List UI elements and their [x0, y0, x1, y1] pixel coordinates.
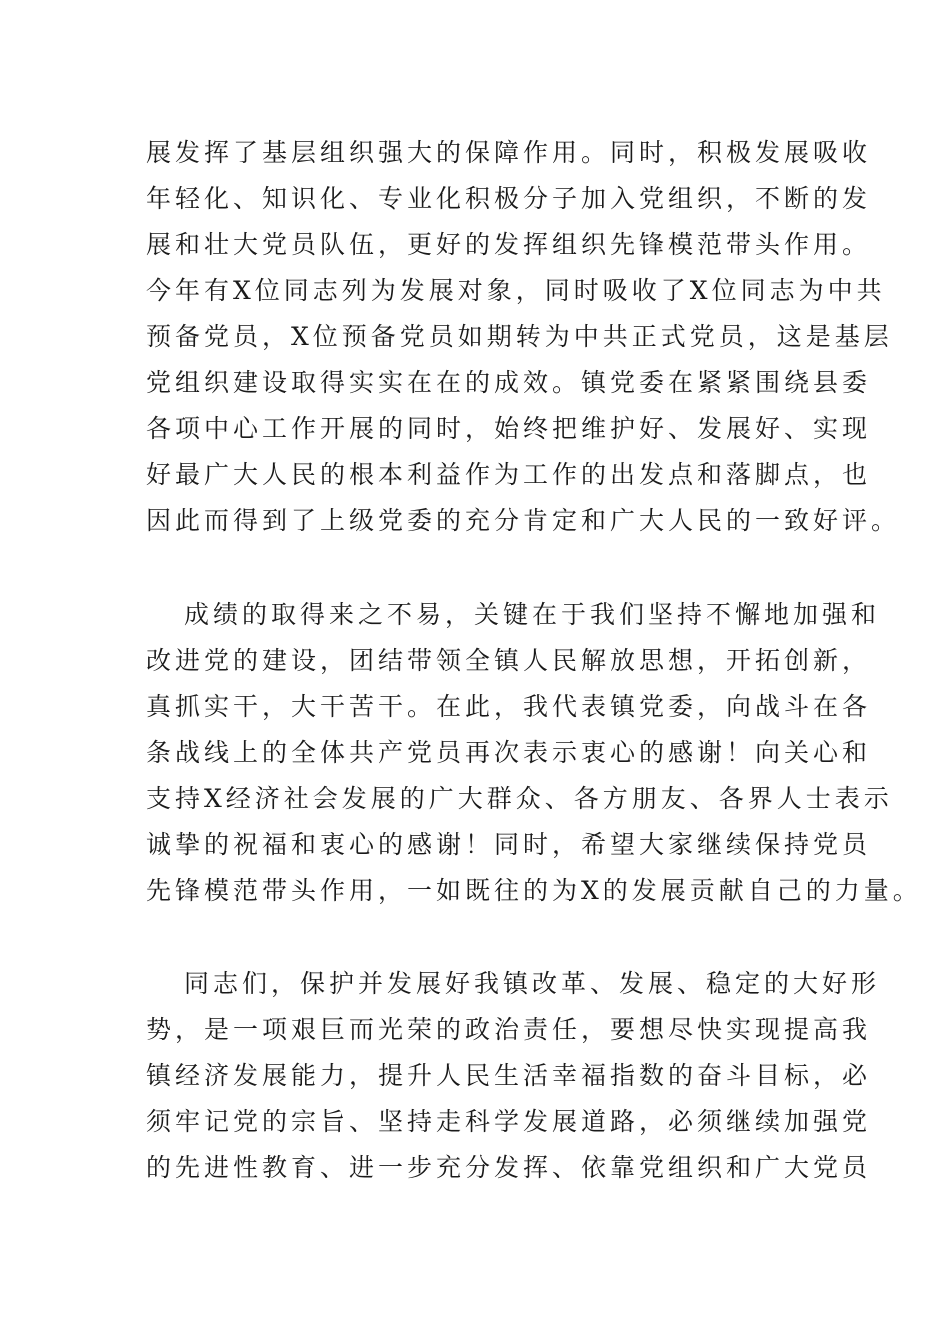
- text-line: 真抓实干，大干苦干。在此，我代表镇党委，向战斗在各: [146, 692, 872, 721]
- text-line: 成绩的取得来之不易，关键在于我们坚持不懈地加强和: [184, 600, 881, 629]
- text-line: 展发挥了基层组织强大的保障作用。同时，积极发展吸收: [146, 138, 872, 167]
- text-line: 势，是一项艰巨而光荣的政治责任，要想尽快实现提高我: [146, 1015, 872, 1044]
- text-line: 各项中心工作开展的同时，始终把维护好、发展好、实现: [146, 414, 872, 443]
- text-line: 同志们，保护并发展好我镇改革、发展、稳定的大好形: [184, 969, 881, 998]
- text-line: 党组织建设取得实实在在的成效。镇党委在紧紧围绕县委: [146, 368, 872, 397]
- text-line: 今年有X位同志列为发展对象，同时吸收了X位同志为中共: [146, 276, 886, 305]
- text-line: 预备党员，X位预备党员如期转为中共正式党员，这是基层: [146, 322, 893, 351]
- text-line: 须牢记党的宗旨、坚持走科学发展道路，必须继续加强党: [146, 1107, 872, 1136]
- text-line: 条战线上的全体共产党员再次表示衷心的感谢！向关心和: [146, 738, 872, 767]
- text-line: 因此而得到了上级党委的充分肯定和广大人民的一致好评。: [146, 506, 901, 535]
- text-line: 诚挚的祝福和衷心的感谢！同时，希望大家继续保持党员: [146, 830, 872, 859]
- text-line: 镇经济发展能力，提升人民生活幸福指数的奋斗目标，必: [146, 1061, 872, 1090]
- text-line: 改进党的建设，团结带领全镇人民解放思想，开拓创新，: [146, 646, 872, 675]
- text-line: 展和壮大党员队伍，更好的发挥组织先锋模范带头作用。: [146, 230, 872, 259]
- text-line: 的先进性教育、进一步充分发挥、依靠党组织和广大党员: [146, 1153, 872, 1182]
- text-line: 好最广大人民的根本利益作为工作的出发点和落脚点，也: [146, 460, 872, 489]
- text-line: 年轻化、知识化、专业化积极分子加入党组织，不断的发: [146, 184, 872, 213]
- text-line: 先锋模范带头作用，一如既往的为X的发展贡献自己的力量。: [146, 876, 922, 905]
- text-line: 支持X经济社会发展的广大群众、各方朋友、各界人士表示: [146, 784, 893, 813]
